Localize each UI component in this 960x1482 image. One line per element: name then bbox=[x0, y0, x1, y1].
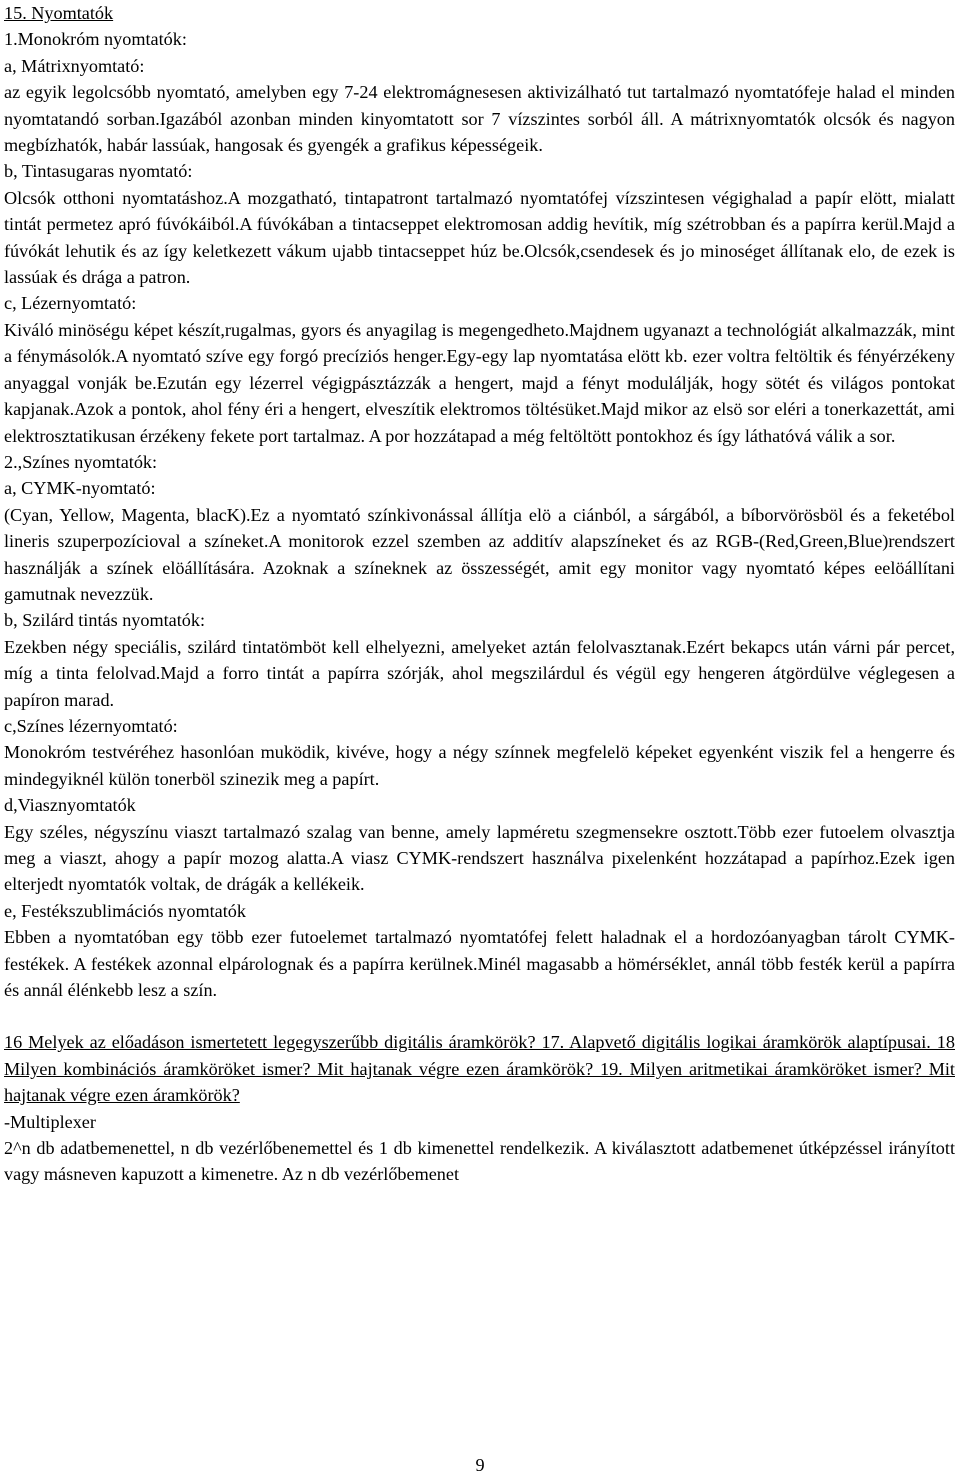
page-number: 9 bbox=[475, 1455, 485, 1475]
paragraph: Egy széles, négyszínu viaszt tartalmazó szalag van benne, amely lapméretu szegmensekre osztott.Több ezer futoelem olvasztja meg a viaszt, ahogy a papír mozog alatta.A viasz CYMK-rendszert használva pixelenként hozzátapad a papírhoz.Ezek igen elterjedt nyomtatók voltak, de drágák a kellékeik. bbox=[4, 821, 955, 895]
paragraph: Monokróm testvéréhez hasonlóan muködik, kivéve, hogy a négy színnek megfelelö képeket egyenként viszik fel a hengerre és mindegyiknél külön tonerböl szinezik meg a papírt. bbox=[4, 742, 955, 789]
paragraph: Kiváló minöségu képet készít,rugalmas, gyors és anyagilag is megengedheto.Majdnem ugyanazt a technológiát alkalmazzák, mint a fénymásolók.A nyomtató szíve egy forgó precíziós henger.Egy-egy lap nyomtatása elött kb. ezer voltra feltöltik és fényérzékeny anyaggal vonják be.Ezután egy lézerrel végigpásztázzák a hengert, majd a fényt modulálják, hogy sötét és világos pontokat kapjanak.Azok a pontok, ahol fény éri a hengert, elveszítik elektromos töltésüket.Majd mikor az elsö sor eléri a tonerkazettát, ami elektrosztatikusan érzékeny fekete port tartalmaz. A por hozzátapad a még feltöltött pontokhoz és így láthatóvá válik a sor. bbox=[4, 319, 955, 446]
section-heading: e, Festékszublimációs nyomtatók bbox=[4, 900, 246, 921]
paragraph: az egyik legolcsóbb nyomtató, amelyben egy 7-24 elektromágnesesen aktivizálható tut tartalmazó nyomtatófeje halad el minden nyomtatandó sorban.Igazából azonban minden kinyomtatott sor 7 vízszintes sorból áll. A mátrixnyomtatók olcsók és nagyon megbízhatók, habár lassúak, hangosak és gyengék a grafikus képességeik. bbox=[4, 82, 955, 156]
section-heading: c, Lézernyomtató: bbox=[4, 293, 137, 314]
paragraph: 2^n db adatbemenettel, n db vezérlőbenemettel és 1 db kimenettel rendelkezik. A kiválasztott adatbemenet útképzéssel irányított vagy másneven kapuzott a kimenetre. Az n db vezérlőbemenet bbox=[4, 1138, 955, 1185]
paragraph: Ebben a nyomtatóban egy több ezer futoelemet tartalmazó nyomtatófej felett haladnak el a hordozóanyagban tárolt CYMK-festékek. A festékek azonnal elpárolognak és a papírra kerülnek.Minél magasabb a hömérséklet, annál több festék kerül a papírra és annál élénkebb lesz a szín. bbox=[4, 927, 955, 1001]
section-heading: 15. Nyomtatók bbox=[4, 3, 114, 23]
section-heading: b, Tintasugaras nyomtató: bbox=[4, 161, 193, 182]
section-heading: c,Színes lézernyomtató: bbox=[4, 715, 178, 736]
paragraph: 16 Melyek az előadáson ismertetett legegyszerűbb digitális áramkörök? 17. Alapvető digitális logikai áramkörök alaptípusai. 18 Milyen kombinációs áramköröket ismer? Mit hajtanak végre ezen áramkörök? 19. Milyen aritmetikai áramköröket ismer? Mit hajtanak végre ezen áramkörök? bbox=[4, 1032, 955, 1106]
section-heading: 2.,Színes nyomtatók: bbox=[4, 451, 158, 472]
section-heading: b, Szilárd tintás nyomtatók: bbox=[4, 610, 206, 631]
section-heading: 1.Monokróm nyomtatók: bbox=[4, 29, 187, 50]
paragraph: Ezekben négy speciális, szilárd tintatömböt kell elhelyezni, amelyeket aztán felolvasztanak.Ezért bekapcs után várni pár percet, míg a tinta felolvad.Majd a forro tintát a papírra szórják, ahol megszilárdul és végül egy hengeren átgördülve véglegesen a papíron marad. bbox=[4, 636, 955, 710]
section-heading: a, Mátrixnyomtató: bbox=[4, 55, 145, 76]
section-heading: a, CYMK-nyomtató: bbox=[4, 478, 156, 499]
section-heading: d,Viasznyomtatók bbox=[4, 795, 136, 816]
blank-line bbox=[4, 1003, 955, 1029]
paragraph: (Cyan, Yellow, Magenta, blacK).Ez a nyomtató színkivonással állítja elö a ciánból, a sárgából, a bíborvörösböl és a feketébol lineris szuperpozícioval a színeket.A monitorok ezzel szemben az additív alapszíneket és az RGB-(Red,Green,Blue)rendszert használják a színek elöállítására. Azoknak a színeknek az összességét, amit egy monitor vagy nyomtató képes eelöállítani gamutnak nevezzük. bbox=[4, 504, 955, 604]
paragraph: Olcsók otthoni nyomtatáshoz.A mozgatható, tintapatront tartalmazó nyomtatófej vízszintesen végighalad a papír elött, mialatt tintát permetez apró fúvókáiból.A fúvókában a tintacseppet elektromosan addig hevítik, míg szétrobban és a papírra kerül.Majd a fúvókát lehutik és az így keletkezett vákum ujabb tintacseppet húz be.Olcsók,csendesek és jo minoséget állítanak elo, de ezek is lassúak és drága a patron. bbox=[4, 187, 955, 288]
document-page bbox=[4, 0, 955, 1188]
section-heading: -Multiplexer bbox=[4, 1111, 96, 1132]
